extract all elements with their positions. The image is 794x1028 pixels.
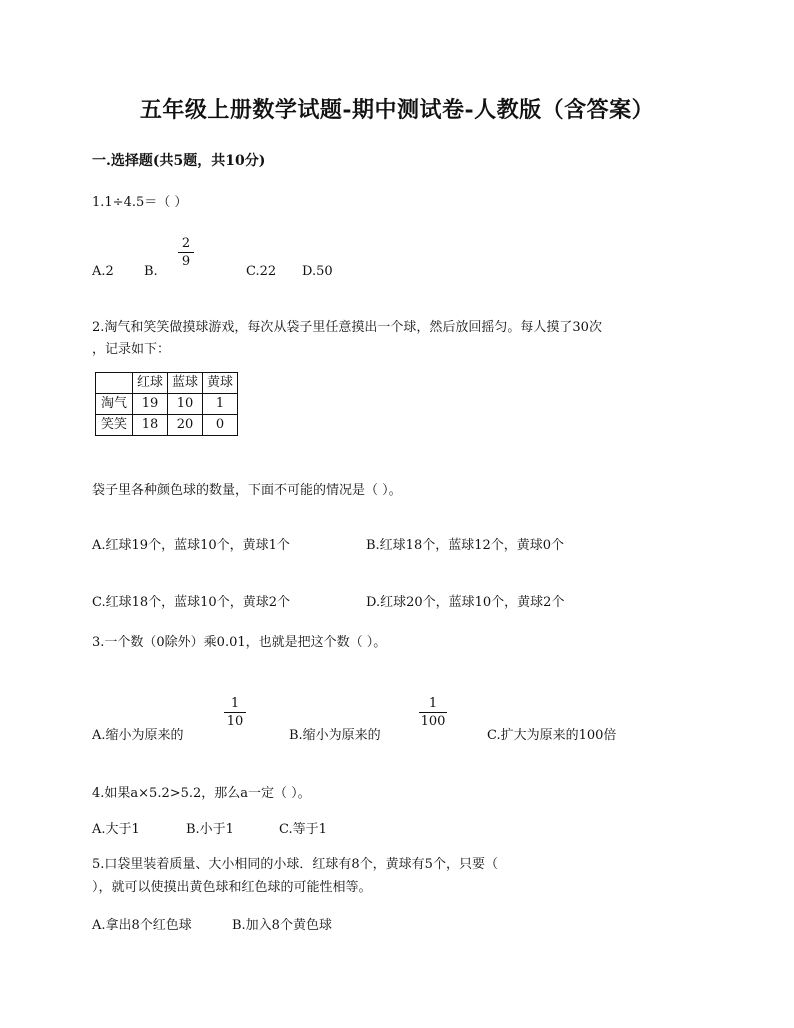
q4-stem: 4.如果a×5.2>5.2，那么a一定（ ）。 <box>92 786 311 801</box>
table-row <box>96 415 238 436</box>
fraction-numerator: 1 <box>428 696 438 711</box>
q3-option-a-fraction <box>224 696 246 729</box>
table-header-cell <box>96 373 133 394</box>
q2-question: 袋子里各种颜色球的数量，下面不可能的情况是（ ）。 <box>92 483 402 498</box>
table-cell: 淘气 <box>96 394 133 415</box>
q5-option-a: A.拿出8个红色球 <box>92 918 192 933</box>
q2-option-d: D.红球20个，蓝球10个，黄球2个 <box>366 595 565 610</box>
fraction-bar <box>224 712 246 713</box>
table-cell: 笑笑 <box>96 415 133 436</box>
q2-option-c: C.红球18个，蓝球10个，黄球2个 <box>92 595 290 610</box>
fraction-denominator: 9 <box>181 254 191 269</box>
table-cell: 20 <box>168 415 203 436</box>
table-cell: 1 <box>203 394 238 415</box>
table-row <box>96 394 238 415</box>
table-header-cell: 黄球 <box>203 373 238 394</box>
q3-option-a: A.缩小为原来的 <box>92 728 184 743</box>
q5-stem-line2: ），就可以使摸出黄色球和红色球的可能性相等。 <box>92 880 372 895</box>
table-header-row <box>96 373 238 394</box>
q4-option-a: A.大于1 <box>92 822 140 837</box>
q3-option-b-fraction <box>419 696 447 729</box>
q2-option-b: B.红球18个，蓝球12个，黄球0个 <box>366 538 565 553</box>
fraction-numerator: 1 <box>230 696 240 711</box>
table-cell: 19 <box>133 394 168 415</box>
q1-option-c: C.22 <box>246 264 277 279</box>
q4-option-c: C.等于1 <box>279 822 327 837</box>
q2-stem-line1: 2.淘气和笑笑做摸球游戏，每次从袋子里任意摸出一个球，然后放回摇匀。每人摸了30次 <box>92 320 602 335</box>
fraction-denominator: 10 <box>226 714 244 729</box>
table-cell: 18 <box>133 415 168 436</box>
fraction-bar <box>419 712 447 713</box>
q2-option-a: A.红球19个，蓝球10个，黄球1个 <box>92 538 290 553</box>
q4-option-b: B.小于1 <box>186 822 234 837</box>
q3-option-c: C.扩大为原来的100倍 <box>487 728 617 743</box>
q5-stem-line1: 5.口袋里装着质量、大小相同的小球．红球有8个，黄球有5个，只要（ <box>92 857 498 872</box>
table-cell: 0 <box>203 415 238 436</box>
q1-option-d: D.50 <box>302 264 333 279</box>
q1-option-b-fraction <box>178 236 194 269</box>
page-title: 五年级上册数学试题-期中测试卷-人教版（含答案） <box>139 97 655 123</box>
table-header-cell: 蓝球 <box>168 373 203 394</box>
q3-stem: 3.一个数（0除外）乘0.01，也就是把这个数（ ）。 <box>92 635 387 650</box>
table-header-cell: 红球 <box>133 373 168 394</box>
fraction-numerator: 2 <box>181 236 191 251</box>
q5-option-b: B.加入8个黄色球 <box>232 918 332 933</box>
fraction-bar <box>178 252 194 253</box>
q1-option-a: A.2 <box>92 264 114 279</box>
fraction-denominator: 100 <box>420 714 446 729</box>
q2-stem-line2: ，记录如下： <box>92 342 171 357</box>
q1-stem: 1.1÷4.5＝（ ） <box>92 195 188 210</box>
q1-option-b-prefix: B. <box>144 264 158 279</box>
record-table <box>95 372 238 436</box>
section-heading: 一.选择题(共5题，共10分) <box>92 153 266 169</box>
table-cell: 10 <box>168 394 203 415</box>
q3-option-b: B.缩小为原来的 <box>289 728 381 743</box>
